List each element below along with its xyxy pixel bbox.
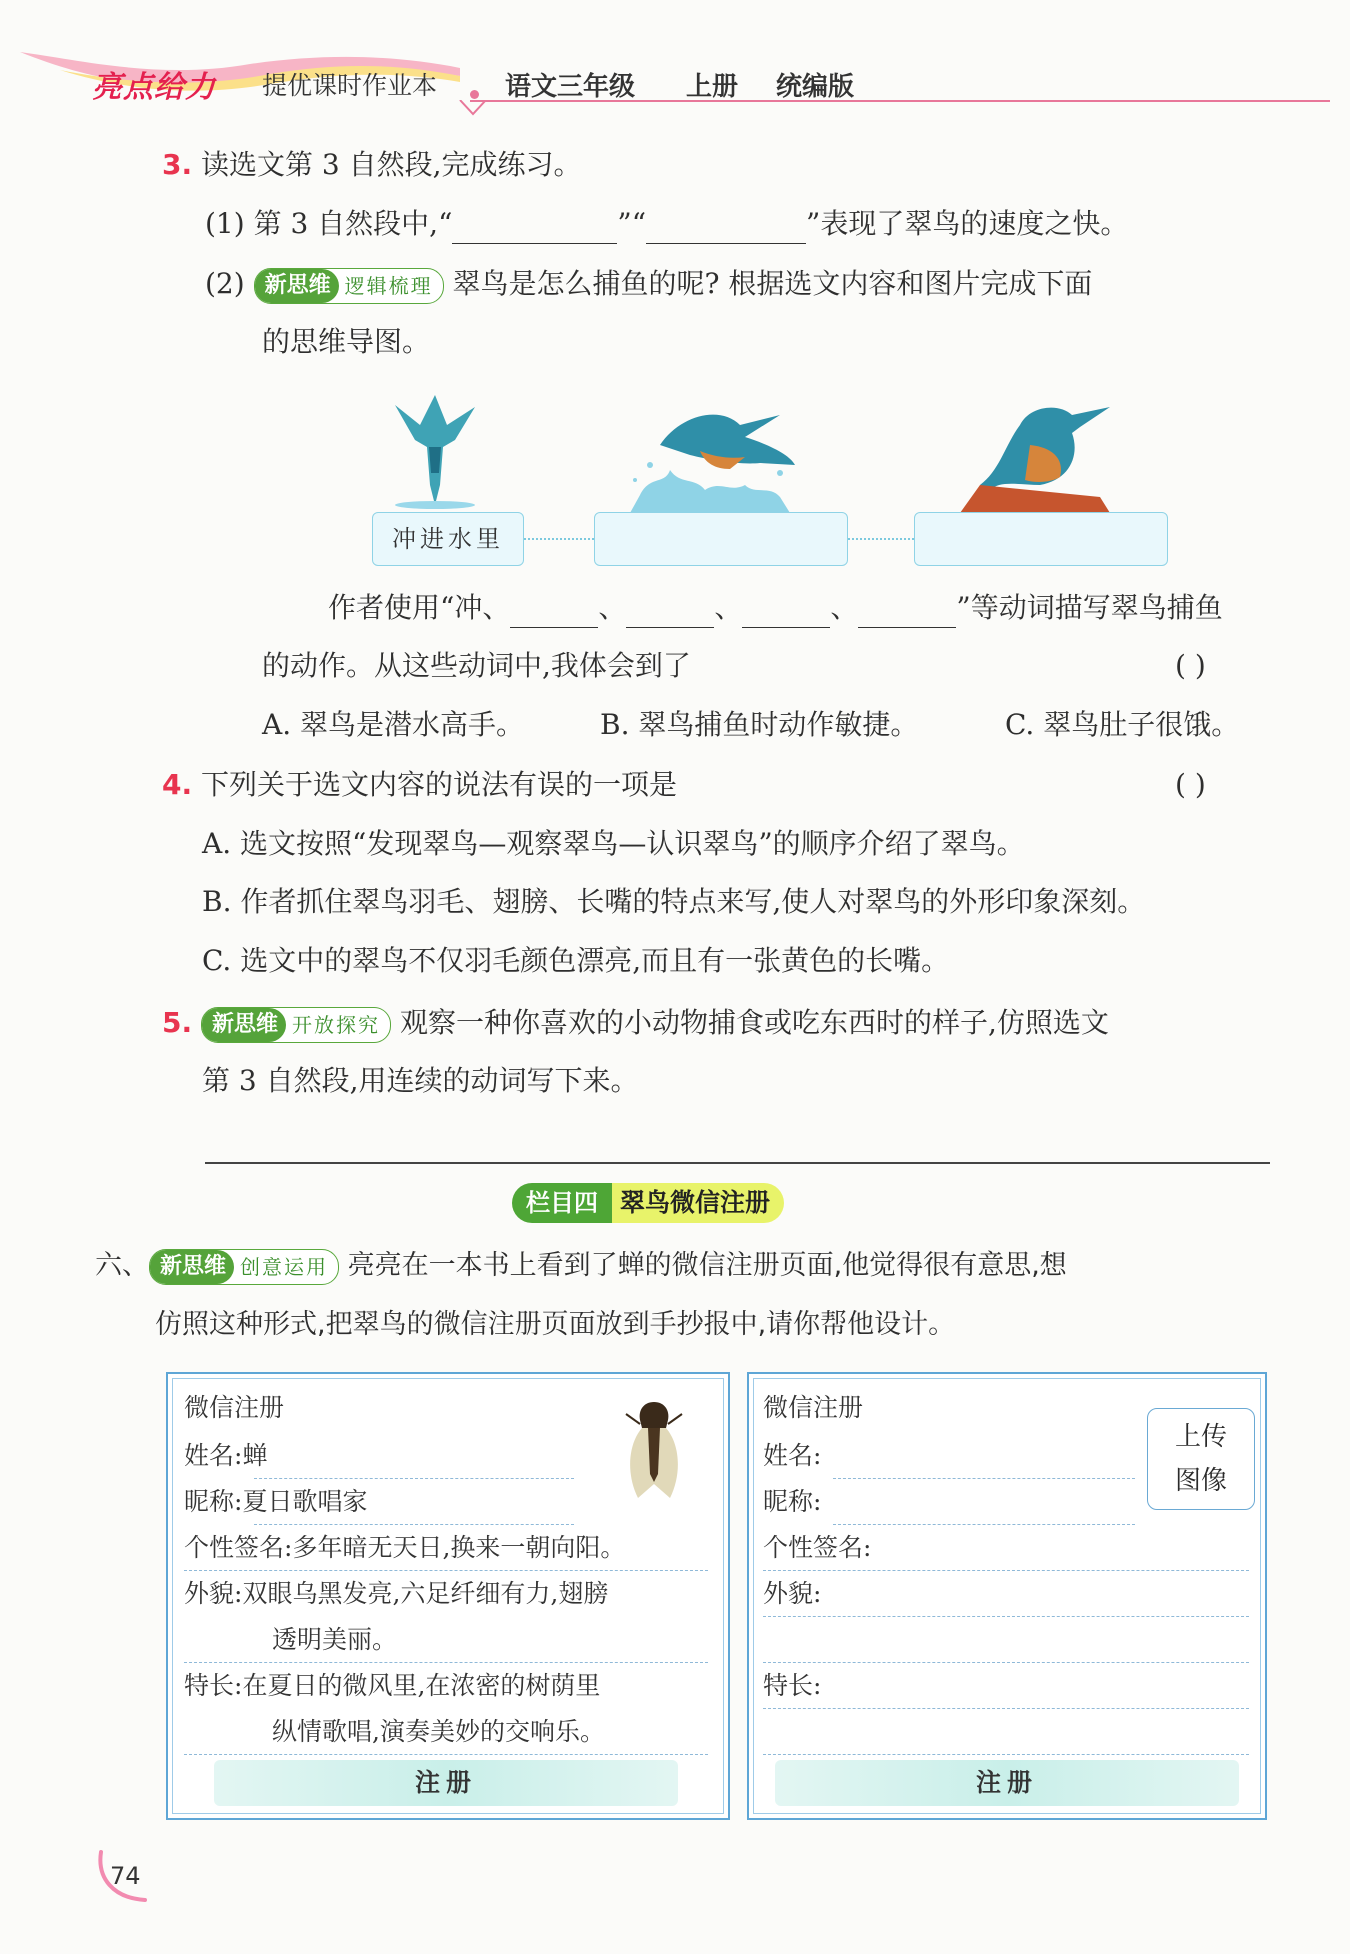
q3-sub1-post: ”表现了翠鸟的速度之快。 bbox=[806, 207, 1129, 240]
header-subject: 语文三年级 bbox=[505, 72, 636, 102]
q3-sub2-number: (2) bbox=[205, 267, 245, 300]
q3-option-b: B. 翠鸟捕鱼时动作敏捷。 bbox=[600, 708, 919, 741]
skill-value1: 在夏日的微风里,在浓密的树荫里 bbox=[242, 1671, 601, 1700]
header-dot bbox=[470, 90, 479, 99]
header-chevron bbox=[458, 100, 488, 118]
cicada-nick-row bbox=[184, 1482, 367, 1518]
kf-sig-label: 个性签名: bbox=[763, 1533, 872, 1562]
register-button-right[interactable]: 注册 bbox=[775, 1760, 1239, 1806]
q4-answer-paren[interactable]: ( ) bbox=[1175, 768, 1206, 801]
badge-explore bbox=[201, 1007, 391, 1043]
q4-option-c: C. 选文中的翠鸟不仅羽毛颜色漂亮,而且有一张黄色的长嘴。 bbox=[202, 944, 950, 977]
dash-line bbox=[184, 1662, 708, 1663]
kf-nick-field[interactable] bbox=[833, 1524, 1135, 1525]
kingfisher-diving-icon bbox=[385, 385, 485, 515]
q3-option-a: A. 翠鸟是潜水高手。 bbox=[262, 708, 525, 741]
dash-line bbox=[254, 1524, 574, 1525]
cicada-look-value2: 透明美丽。 bbox=[272, 1625, 398, 1654]
badge-creative bbox=[149, 1249, 339, 1285]
q5-answer-line[interactable] bbox=[205, 1162, 1270, 1164]
wechat-card-cicada bbox=[166, 1372, 730, 1820]
verbs-sep-2: 、 bbox=[714, 591, 743, 624]
product-name: 提优课时作业本 bbox=[262, 71, 438, 100]
q4-number: 4. bbox=[162, 768, 193, 801]
q6-text1: 亮亮在一本书上看到了蝉的微信注册页面,他觉得很有意思,想 bbox=[347, 1250, 1067, 1281]
badge-sub: 逻辑梳理 bbox=[344, 273, 433, 298]
q5-text1: 观察一种你喜欢的小动物捕食或吃东西时的样子,仿照选文 bbox=[399, 1006, 1109, 1039]
cicada-skill-row bbox=[184, 1666, 600, 1702]
map-connector-1 bbox=[524, 538, 594, 540]
cicada-sig-row bbox=[184, 1528, 625, 1564]
kingfisher-eating-icon bbox=[960, 385, 1130, 515]
q5-number: 5. bbox=[162, 1006, 193, 1039]
q3-verbs-post: ”等动词描写翠鸟捕鱼 bbox=[956, 591, 1223, 624]
map-box-1 bbox=[372, 512, 524, 566]
q3-option-c: C. 翠鸟肚子很饿。 bbox=[1005, 708, 1240, 741]
q5-line1 bbox=[162, 1003, 1109, 1043]
q4-prompt-line bbox=[162, 765, 677, 805]
name-label: 姓名: bbox=[184, 1441, 243, 1470]
page-number: 74 bbox=[110, 1862, 141, 1890]
upload-label-1: 上传 bbox=[1174, 1422, 1227, 1452]
cicada-name-row bbox=[184, 1436, 267, 1472]
dash-line bbox=[254, 1478, 574, 1479]
kf-name-label: 姓名: bbox=[763, 1441, 822, 1470]
badge-main: 新思维 bbox=[202, 1008, 286, 1042]
cicada-icon bbox=[618, 1394, 690, 1504]
brand-logo: 亮点给力 bbox=[92, 70, 216, 105]
sig-value: 多年暗无天日,换来一朝向阳。 bbox=[292, 1533, 626, 1562]
q3-sub2 bbox=[205, 264, 1092, 304]
verb-blank-1[interactable] bbox=[510, 597, 598, 628]
map-box-1-text: 冲进水里 bbox=[392, 525, 504, 553]
map-box-2[interactable] bbox=[594, 512, 848, 566]
upload-label-2: 图像 bbox=[1174, 1466, 1227, 1496]
header-edition: 统编版 bbox=[776, 72, 855, 102]
verb-blank-3[interactable] bbox=[742, 597, 830, 628]
kf-look-label: 外貌: bbox=[763, 1579, 822, 1608]
badge-main: 新思维 bbox=[150, 1250, 234, 1284]
card-right-title: 微信注册 bbox=[763, 1393, 864, 1422]
upload-avatar-button[interactable] bbox=[1147, 1408, 1255, 1510]
kingfisher-catching-icon bbox=[620, 385, 810, 515]
wechat-card-kingfisher bbox=[747, 1372, 1267, 1820]
kf-look-field-2[interactable] bbox=[763, 1662, 1249, 1663]
register-button-left[interactable]: 注册 bbox=[214, 1760, 678, 1806]
dash-line bbox=[184, 1570, 708, 1571]
q5-text2: 第 3 自然段,用连续的动词写下来。 bbox=[202, 1064, 639, 1097]
q3-prompt-line bbox=[162, 145, 582, 185]
section-label: 栏目四 bbox=[512, 1183, 612, 1223]
q3-verbs-line bbox=[328, 588, 1223, 628]
kf-skill-field-1[interactable] bbox=[763, 1708, 1249, 1709]
cicada-look-row bbox=[184, 1574, 608, 1610]
q3-sub1-pre: (1) 第 3 自然段中,“ bbox=[205, 207, 453, 240]
sig-label: 个性签名: bbox=[184, 1533, 293, 1562]
nick-label: 昵称: bbox=[184, 1487, 243, 1516]
badge-sub: 创意运用 bbox=[240, 1254, 329, 1279]
verb-blank-2[interactable] bbox=[626, 597, 714, 628]
kf-skill-field-2[interactable] bbox=[763, 1754, 1249, 1755]
q6-text2: 仿照这种形式,把翠鸟的微信注册页面放到手抄报中,请你帮他设计。 bbox=[155, 1309, 956, 1340]
q4-option-a: A. 选文按照“发现翠鸟—观察翠鸟—认识翠鸟”的顺序介绍了翠鸟。 bbox=[202, 827, 1025, 860]
section-title-pill bbox=[512, 1183, 784, 1223]
header-volume: 上册 bbox=[686, 72, 739, 102]
q3-sub1 bbox=[205, 204, 1128, 244]
map-box-3[interactable] bbox=[914, 512, 1168, 566]
nick-value: 夏日歌唱家 bbox=[242, 1487, 368, 1516]
verb-blank-4[interactable] bbox=[858, 597, 956, 628]
map-connector-2 bbox=[848, 538, 914, 540]
q3-sub2-text2: 的思维导图。 bbox=[262, 325, 431, 358]
verbs-sep-3: 、 bbox=[830, 591, 859, 624]
q3-prompt: 读选文第 3 自然段,完成练习。 bbox=[201, 148, 582, 181]
badge-sub: 开放探究 bbox=[292, 1012, 381, 1037]
kf-look-field-1[interactable] bbox=[763, 1616, 1249, 1617]
q3-number: 3. bbox=[162, 148, 193, 181]
dash-line bbox=[184, 1754, 708, 1755]
q3-verbs-pre: 作者使用“冲、 bbox=[328, 591, 511, 624]
cicada-skill-value2: 纵情歌唱,演奏美妙的交响乐。 bbox=[272, 1717, 605, 1746]
look-label: 外貌: bbox=[184, 1579, 243, 1608]
q3-answer-paren[interactable]: ( ) bbox=[1175, 649, 1206, 682]
q6-line1 bbox=[95, 1246, 1067, 1286]
q3-blank-2[interactable] bbox=[646, 213, 806, 244]
q3-sub2-text: 翠鸟是怎么捕鱼的呢? 根据选文内容和图片完成下面 bbox=[452, 267, 1093, 300]
kf-skill-label: 特长: bbox=[763, 1671, 822, 1700]
card-left-title: 微信注册 bbox=[184, 1393, 285, 1422]
kf-nick-label: 昵称: bbox=[763, 1487, 822, 1516]
q4-option-b: B. 作者抓住翠鸟羽毛、翅膀、长嘴的特点来写,使人对翠鸟的外形印象深刻。 bbox=[202, 885, 1146, 918]
name-value: 蝉 bbox=[242, 1441, 268, 1470]
q3-sub1-mid: ”“ bbox=[617, 207, 647, 240]
skill-label: 特长: bbox=[184, 1671, 243, 1700]
q3-blank-1[interactable] bbox=[452, 213, 617, 244]
look-value1: 双眼乌黑发亮,六足纤细有力,翅膀 bbox=[242, 1579, 609, 1608]
q4-prompt: 下列关于选文内容的说法有误的一项是 bbox=[201, 768, 678, 801]
kf-sig-field[interactable] bbox=[763, 1570, 1249, 1571]
badge-main: 新思维 bbox=[255, 269, 339, 303]
q6-number: 六、 bbox=[95, 1250, 149, 1281]
badge-logic bbox=[254, 268, 444, 304]
kf-name-field[interactable] bbox=[833, 1478, 1135, 1479]
section-title: 翠鸟微信注册 bbox=[612, 1183, 784, 1223]
verbs-sep-1: 、 bbox=[598, 591, 627, 624]
q3-verbs-line2: 的动作。从这些动词中,我体会到了 bbox=[262, 649, 691, 682]
